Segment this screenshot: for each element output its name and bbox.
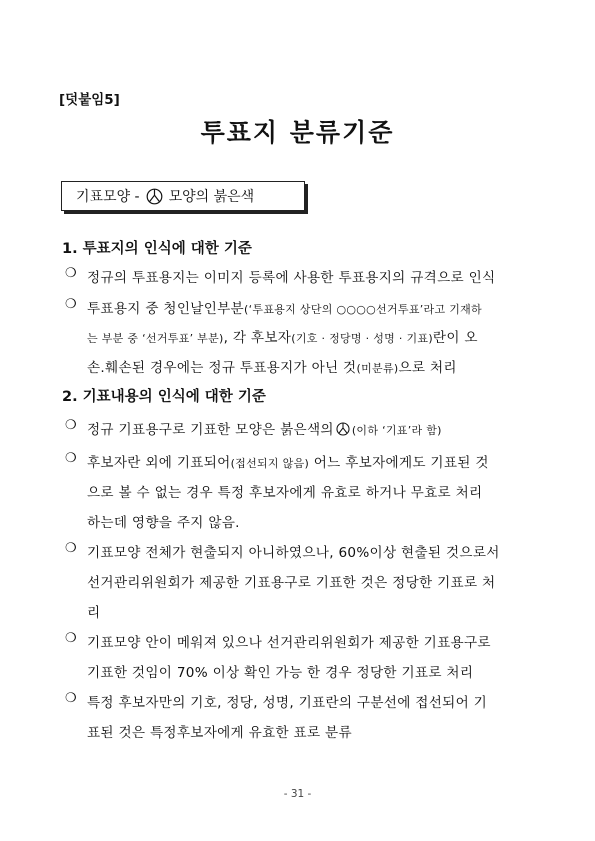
section1-item1: 정규의 투표용지는 이미지 등록에 사용한 투표용지의 규격으로 인식 <box>87 270 496 286</box>
section2-heading: 2. 기표내용의 인식에 대한 기준 <box>62 389 266 405</box>
section2-item2-line3: 하는데 영향을 주지 않음. <box>87 515 240 531</box>
box-prefix: 기표모양 - <box>76 189 140 205</box>
section2-item3-line2: 선거관리위원회가 제공한 기표용구로 기표한 것은 정당한 기표로 처 <box>87 575 496 591</box>
section1-item2-line2: 는 부분 중 ‘선거투표’ 부분), 각 후보자(기호 · 정당명 · 성명 · 기표)란이 오 <box>87 330 478 346</box>
section2-item5-line2: 표된 것은 특정후보자에게 유효한 표로 분류 <box>87 725 352 741</box>
bullet-icon: ❍ <box>65 631 77 646</box>
section1-item2-line1: 투표용지 중 청인날인부분(‘투표용지 상단의 ○○○○선거투표’라고 기재하 <box>87 301 482 317</box>
bullet-icon: ❍ <box>65 691 77 706</box>
bullet-icon: ❍ <box>65 266 77 281</box>
section1-item2-line3: 손.훼손된 경우에는 정규 투표용지가 아닌 것(미분류)으로 처리 <box>87 360 457 376</box>
bullet-icon: ❍ <box>65 541 77 556</box>
section2-item3-line3: 리 <box>87 605 101 621</box>
bullet-icon: ❍ <box>65 297 77 312</box>
bullet-icon: ❍ <box>65 451 77 466</box>
page-title: 투표지 분류기준 <box>200 118 395 147</box>
section1-heading: 1. 투표지의 인식에 대한 기준 <box>62 241 252 257</box>
ballot-stamp-mark-icon <box>146 188 163 205</box>
page-number: - 31 - <box>283 788 312 800</box>
section2-item4-line1: 기표모양 안이 메워져 있으나 선거관리위원회가 제공한 기표용구로 <box>87 635 491 651</box>
bullet-icon: ❍ <box>65 418 77 433</box>
section2-item2-line1: 후보자란 외에 기표되어(접선되지 않음) 어느 후보자에게도 기표된 것 <box>87 455 489 471</box>
attachment-label: [덧붙임5] <box>59 92 120 108</box>
section2-item2-line2: 으로 볼 수 없는 경우 특정 후보자에게 유효로 하거나 무효로 처리 <box>87 485 483 501</box>
section2-item4-line2: 기표한 것임이 70% 이상 확인 가능 한 경우 정당한 기표로 처리 <box>87 665 474 681</box>
section2-item3-line1: 기표모양 전체가 현출되지 아니하였으나, 60%이상 현출된 것으로서 <box>87 545 500 561</box>
section2-item1: 정규 기표용구로 기표한 모양은 붉은색의 (이하 ‘기표’라 함) <box>87 422 442 438</box>
box-suffix: 모양의 붉은색 <box>168 189 255 205</box>
section2-item5-line1: 특정 후보자만의 기호, 정당, 성명, 기표란의 구분선에 접선되어 기 <box>87 695 488 711</box>
ballot-stamp-mark-icon <box>336 422 350 436</box>
stamp-shape-box <box>61 181 305 211</box>
